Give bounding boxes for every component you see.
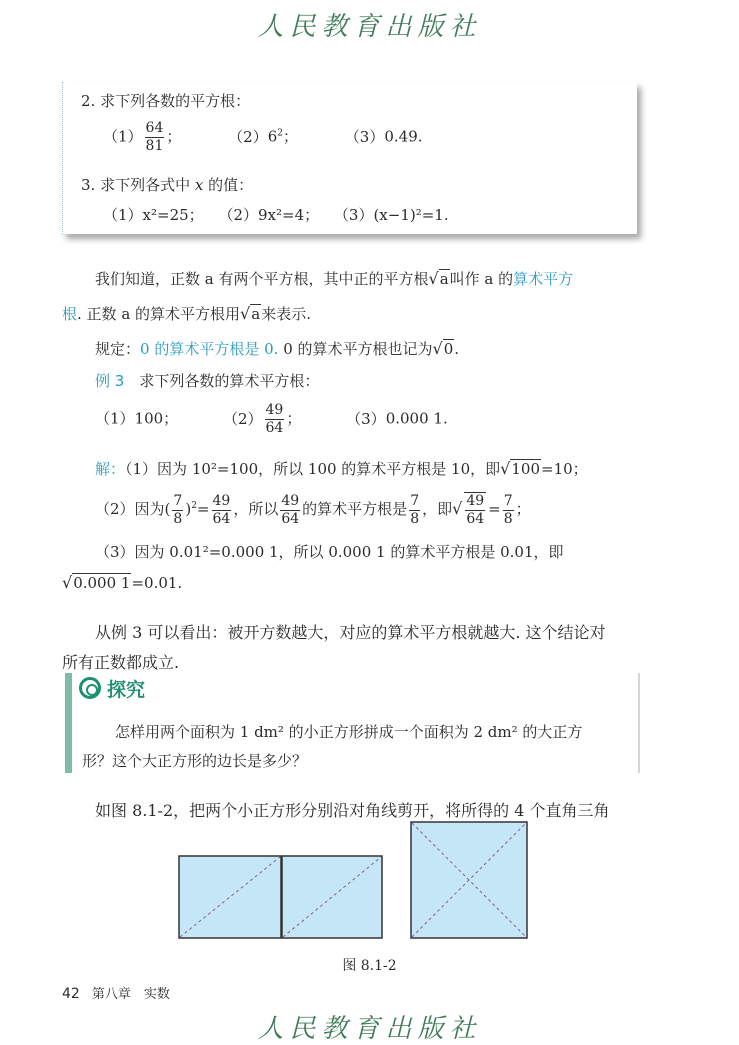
publisher-watermark-top: 人民教育出版社 <box>257 12 482 42</box>
rule-line: 规定：0 的算术平方根是 0. 0 的算术平方根也记为√0. <box>95 339 460 358</box>
explore-accent-bar <box>65 673 72 773</box>
large-square <box>411 822 527 938</box>
figure-squares <box>178 820 538 940</box>
q2-title: 2. 求下列各数的平方根： <box>81 92 251 110</box>
exercise-box <box>62 82 637 234</box>
solution-2: （2）因为( $\frac{7}{8}$ )$^2$= $\frac{49}{64}$ ，所以 $\frac{49}{64}$ 的算术平方根是 $\frac{7}{8}$ ，即√ $\frac{49}{64}$ = $\frac{7}{8}$ ； <box>95 492 531 527</box>
para1-line2: 根. 正数 a 的算术平方根用√a来表示. <box>62 304 311 323</box>
small-square-2 <box>282 856 382 938</box>
solution-1: 解：（1）因为 10²=100，所以 100 的算术平方根是 10，即√100=10； <box>95 459 588 478</box>
para1-line1: 我们知道，正数 a 有两个平方根，其中正的平方根√a叫作 a 的算术平方 <box>95 269 574 288</box>
explore-right-border <box>638 673 640 773</box>
page-number: 42 <box>62 986 80 1002</box>
para2-line2: 所有正数都成立. <box>62 653 180 672</box>
q3-title: 3. 求下列各式中 x 的值： <box>81 176 254 194</box>
example-heading: 例 3 求下列各数的算术平方根： <box>95 372 320 390</box>
small-square-1 <box>179 856 281 938</box>
para2-line1: 从例 3 可以看出：被开方数越大，对应的算术平方根就越大. 这个结论对 <box>95 623 606 642</box>
explore-line2: 形？这个大正方形的边长是多少？ <box>82 752 308 770</box>
para3-line1: 如图 8.1-2，把两个小正方形分别沿对角线剪开，将所得的 4 个直角三角 <box>95 801 610 820</box>
example-items: （1）100； （2） $\frac{49}{64}$ ； （3）0.000 1. <box>95 402 448 436</box>
chapter-title: 第八章 实数 <box>91 987 170 1002</box>
explore-line1: 怎样用两个面积为 1 dm² 的小正方形拼成一个面积为 2 dm² 的大正方 <box>115 723 583 741</box>
q3-items: （1）x²=25； （2）9x²=4； （3）(x−1)²=1. <box>103 206 449 224</box>
magnifier-icon <box>79 677 101 699</box>
explore-title: 探究 <box>79 675 145 702</box>
q2-items: （1） $\frac{64}{81}$ ； $(2)6^2$； （3）0.49. <box>103 120 423 154</box>
explore-box <box>65 673 640 773</box>
publisher-watermark-bottom: 人民教育出版社 <box>257 1014 482 1044</box>
solution-3: （3）因为 0.01²=0.000 1，所以 0.000 1 的算术平方根是 0.01，即 <box>95 543 564 561</box>
solution-3-cont: √0.000 1=0.01. <box>62 573 183 592</box>
page-footer <box>62 983 170 1002</box>
figure-caption: 图 8.1-2 <box>342 958 397 974</box>
